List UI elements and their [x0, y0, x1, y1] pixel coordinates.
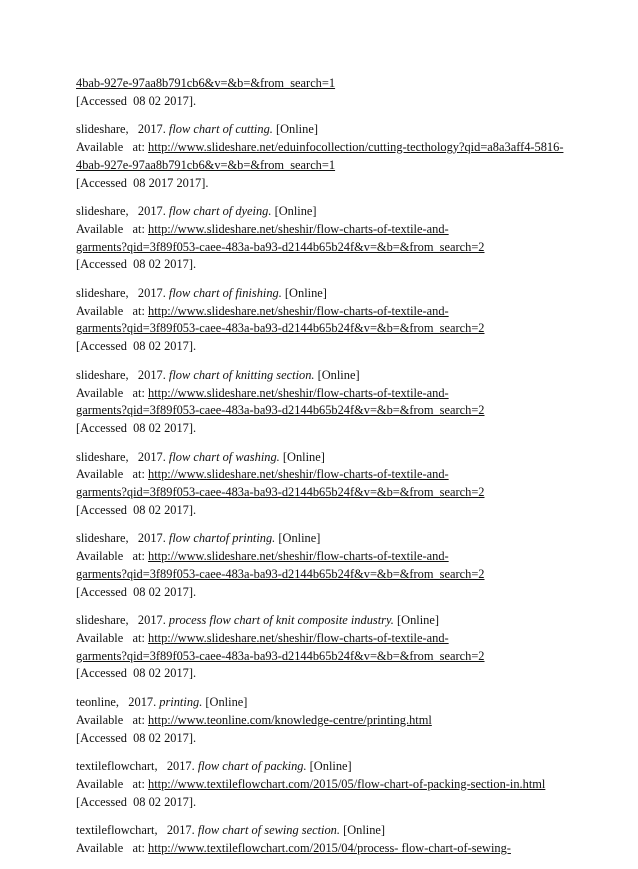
reference-line: [76, 794, 576, 812]
reference-author-year: Available at:: [76, 630, 149, 645]
reference-url-link[interactable]: garments?qid=3f89f053-caee-483a-ba93-d2144b65b24f&v=&b=&from_search=2: [76, 485, 485, 500]
reference-author-year: Available at:: [76, 221, 149, 236]
reference-line: [76, 648, 576, 666]
reference-entry: [76, 822, 576, 857]
reference-title: printing.: [159, 695, 203, 710]
reference-line: [76, 584, 576, 602]
reference-line: [76, 256, 576, 274]
reference-title: flow chart of cutting.: [168, 122, 273, 137]
reference-author-year: textileflowchart, 2017.: [76, 759, 198, 774]
reference-entry: [76, 203, 576, 274]
reference-line: [76, 449, 576, 467]
reference-line: [76, 303, 576, 321]
reference-entry: [76, 367, 576, 438]
reference-url-link[interactable]: http://www.textileflowchart.com/2015/05/flow-chart-of-packing-section-in.html: [148, 776, 546, 791]
reference-title: flow chart of packing.: [197, 759, 307, 774]
reference-line: [76, 758, 576, 776]
reference-url-link[interactable]: http://www.slideshare.net/sheshir/flow-charts-of-textile-and-: [148, 221, 449, 236]
reference-medium: [Online]: [393, 613, 439, 628]
reference-accessed-date: [Accessed 08 02 2017].: [76, 257, 197, 272]
reference-url-link[interactable]: http://www.teonline.com/knowledge-centre/printing.html: [148, 712, 432, 727]
reference-author-year: Available at:: [76, 841, 149, 856]
reference-accessed-date: [Accessed 08 02 2017].: [76, 730, 197, 745]
reference-line: [76, 630, 576, 648]
reference-url-link[interactable]: http://www.slideshare.net/sheshir/flow-charts-of-textile-and-: [148, 467, 449, 482]
reference-url-link[interactable]: http://www.slideshare.net/sheshir/flow-charts-of-textile-and-: [148, 630, 449, 645]
reference-url-link[interactable]: garments?qid=3f89f053-caee-483a-ba93-d2144b65b24f&v=&b=&from_search=2: [76, 403, 485, 418]
reference-author-year: slideshare, 2017.: [76, 204, 169, 219]
reference-line: [76, 239, 576, 257]
reference-medium: [Online]: [306, 759, 352, 774]
reference-author-year: slideshare, 2017.: [76, 286, 169, 301]
reference-line: [76, 420, 576, 438]
reference-line: [76, 175, 576, 193]
reference-url-link[interactable]: http://www.slideshare.net/sheshir/flow-charts-of-textile-and-: [148, 549, 449, 564]
reference-line: [76, 466, 576, 484]
reference-line: [76, 338, 576, 356]
reference-author-year: Available at:: [76, 303, 149, 318]
reference-accessed-date: [Accessed 08 02 2017].: [76, 502, 197, 517]
reference-medium: [Online]: [202, 695, 248, 710]
reference-title: flow chart of knitting section.: [168, 367, 315, 382]
reference-author-year: Available at:: [76, 776, 149, 791]
reference-entry: [76, 285, 576, 356]
reference-accessed-date: [Accessed 08 02 2017].: [76, 93, 197, 108]
reference-entry: [76, 530, 576, 601]
reference-medium: [Online]: [281, 286, 327, 301]
reference-url-link[interactable]: http://www.textileflowchart.com/2015/04/process- flow-chart-of-sewing-: [148, 841, 511, 856]
reference-line: [76, 694, 576, 712]
reference-line: [76, 502, 576, 520]
reference-line: [76, 840, 576, 858]
reference-author-year: Available at:: [76, 467, 149, 482]
reference-url-link[interactable]: garments?qid=3f89f053-caee-483a-ba93-d2144b65b24f&v=&b=&from_search=2: [76, 321, 485, 336]
reference-url-link[interactable]: garments?qid=3f89f053-caee-483a-ba93-d2144b65b24f&v=&b=&from_search=2: [76, 239, 485, 254]
reference-line: [76, 665, 576, 683]
reference-accessed-date: [Accessed 08 02 2017].: [76, 584, 197, 599]
reference-author-year: textileflowchart, 2017.: [76, 823, 198, 838]
reference-title: flow chart of sewing section.: [197, 823, 340, 838]
reference-url-link[interactable]: 4bab-927e-97aa8b791cb6&v=&b=&from_search=1: [76, 76, 336, 90]
reference-entry: [76, 758, 576, 811]
reference-accessed-date: [Accessed 08 02 2017].: [76, 794, 197, 809]
reference-title: flow chart of dyeing.: [168, 204, 272, 219]
reference-author-year: slideshare, 2017.: [76, 613, 169, 628]
reference-medium: [Online]: [314, 367, 360, 382]
reference-medium: [Online]: [275, 531, 321, 546]
reference-url-link[interactable]: http://www.slideshare.net/sheshir/flow-charts-of-textile-and-: [148, 303, 449, 318]
reference-line: [76, 484, 576, 502]
reference-accessed-date: [Accessed 08 02 2017].: [76, 339, 197, 354]
reference-author-year: slideshare, 2017.: [76, 449, 169, 464]
reference-author-year: Available at:: [76, 712, 149, 727]
reference-line: [76, 822, 576, 840]
reference-entry: [76, 612, 576, 683]
reference-url-link[interactable]: http://www.slideshare.net/eduinfocollection/cutting-tecthology?qid=a8a3aff4-5816-: [148, 140, 564, 155]
reference-medium: [Online]: [339, 823, 386, 838]
reference-entry: [76, 75, 576, 110]
reference-author-year: Available at:: [76, 385, 149, 400]
reference-line: [76, 530, 576, 548]
reference-line: [76, 730, 576, 748]
reference-author-year: Available at:: [76, 549, 149, 564]
reference-medium: [Online]: [271, 204, 317, 219]
reference-title: flow chartof printing.: [168, 531, 276, 546]
reference-line: [76, 320, 576, 338]
reference-url-link[interactable]: 4bab-927e-97aa8b791cb6&v=&b=&from_search=1: [76, 157, 336, 172]
reference-line: [76, 367, 576, 385]
reference-line: [76, 548, 576, 566]
reference-line: [76, 402, 576, 420]
reference-line: [76, 121, 576, 139]
reference-medium: [Online]: [279, 449, 325, 464]
reference-url-link[interactable]: garments?qid=3f89f053-caee-483a-ba93-d2144b65b24f&v=&b=&from_search=2: [76, 566, 485, 581]
reference-url-link[interactable]: garments?qid=3f89f053-caee-483a-ba93-d2144b65b24f&v=&b=&from_search=2: [76, 648, 485, 663]
reference-line: [76, 385, 576, 403]
reference-title: process flow chart of knit composite industry.: [168, 613, 394, 628]
reference-title: flow chart of washing.: [168, 449, 280, 464]
reference-line: [76, 203, 576, 221]
reference-line: [76, 776, 576, 794]
reference-line: [76, 93, 576, 111]
reference-line: [76, 285, 576, 303]
reference-entry: [76, 121, 576, 192]
reference-line: [76, 75, 576, 93]
reference-accessed-date: [Accessed 08 2017 2017].: [76, 175, 209, 190]
reference-author-year: teonline, 2017.: [76, 695, 160, 710]
reference-author-year: slideshare, 2017.: [76, 122, 169, 137]
reference-url-link[interactable]: http://www.slideshare.net/sheshir/flow-charts-of-textile-and-: [148, 385, 449, 400]
reference-entry: [76, 694, 576, 747]
reference-author-year: slideshare, 2017.: [76, 367, 169, 382]
reference-line: [76, 139, 576, 157]
reference-entry: [76, 449, 576, 520]
reference-medium: [Online]: [272, 122, 318, 137]
reference-line: [76, 612, 576, 630]
reference-author-year: Available at:: [76, 140, 149, 155]
reference-line: [76, 157, 576, 175]
reference-line: [76, 712, 576, 730]
reference-accessed-date: [Accessed 08 02 2017].: [76, 420, 197, 435]
reference-list: [76, 75, 576, 869]
reference-author-year: slideshare, 2017.: [76, 531, 169, 546]
reference-line: [76, 566, 576, 584]
reference-accessed-date: [Accessed 08 02 2017].: [76, 666, 197, 681]
reference-line: [76, 221, 576, 239]
reference-title: flow chart of finishing.: [168, 286, 282, 301]
